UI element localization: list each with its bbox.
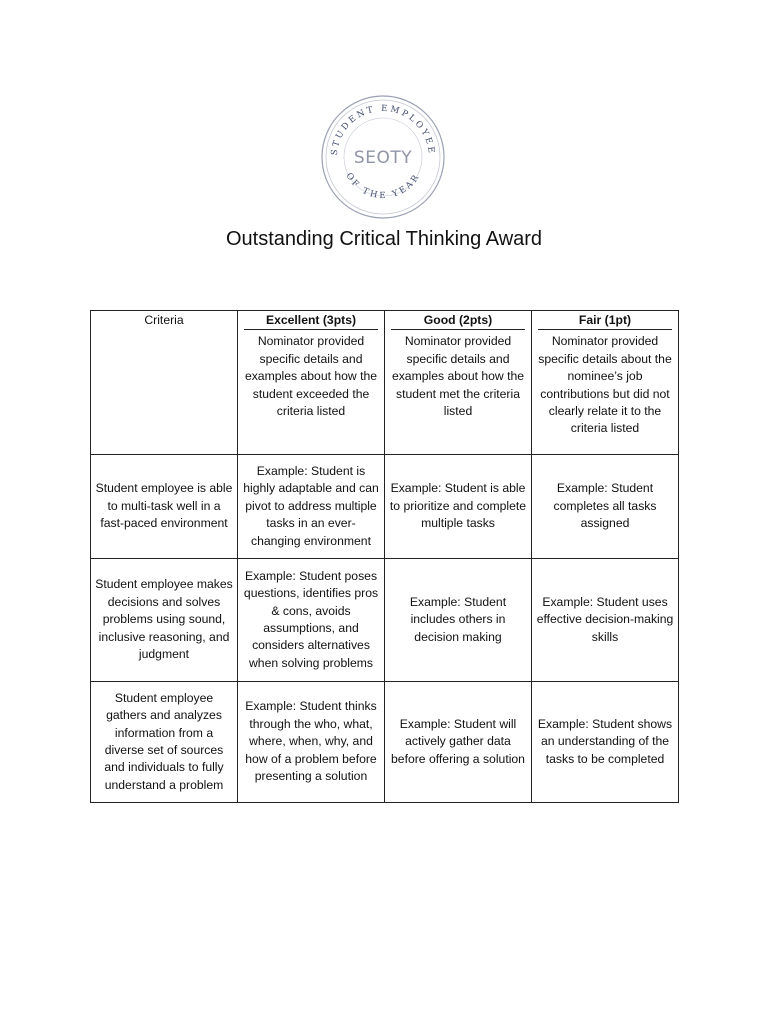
table-row <box>91 455 679 559</box>
excellent-description: Nominator provided specific details and examples about how the student exceeded the criteria listed <box>244 334 378 419</box>
good-cell: Example: Student is able to prioritize and complete multiple tasks <box>385 455 532 559</box>
fair-cell: Example: Student shows an understanding of the tasks to be completed <box>532 682 679 803</box>
criteria-cell: Student employee makes decisions and solves problems using sound, inclusive reasoning, and judgment <box>91 559 238 682</box>
rubric-table <box>90 310 679 803</box>
good-cell: Example: Student will actively gather data before offering a solution <box>385 682 532 803</box>
seal-ring-top-text: STUDENT EMPLOYEE <box>329 103 437 157</box>
fair-cell: Example: Student completes all tasks assigned <box>532 455 679 559</box>
seal-ring-bottom-text: OF THE YEAR <box>343 171 423 202</box>
fair-cell: Example: Student uses effective decision-making skills <box>532 559 679 682</box>
fair-header-cell <box>532 311 679 455</box>
excellent-cell: Example: Student thinks through the who, what, where, when, why, and how of a problem before presenting a solution <box>238 682 385 803</box>
fair-description: Nominator provided specific details about the nominee’s job contributions but did not clearly relate it to the criteria listed <box>538 334 672 436</box>
seoty-logo <box>320 94 446 220</box>
rubric-header-row <box>91 311 679 455</box>
criteria-cell: Student employee gathers and analyzes information from a diverse set of sources and individuals to fully understand a problem <box>91 682 238 803</box>
seal-emblem <box>320 94 446 220</box>
table-row <box>91 682 679 803</box>
criteria-header: Criteria <box>144 313 184 327</box>
fair-header: Fair (1pt) <box>538 312 672 330</box>
criteria-cell: Student employee is able to multi-task well in a fast-paced environment <box>91 455 238 559</box>
criteria-header-cell <box>91 311 238 455</box>
excellent-cell: Example: Student poses questions, identifies pros & cons, avoids assumptions, and considers alternatives when solving problems <box>238 559 385 682</box>
excellent-cell: Example: Student is highly adaptable and can pivot to address multiple tasks in an ever-changing environment <box>238 455 385 559</box>
good-header: Good (2pts) <box>391 312 525 330</box>
good-cell: Example: Student includes others in decision making <box>385 559 532 682</box>
good-header-cell <box>385 311 532 455</box>
excellent-header: Excellent (3pts) <box>244 312 378 330</box>
table-row <box>91 559 679 682</box>
good-description: Nominator provided specific details and examples about how the student met the criteria listed <box>391 334 525 419</box>
page-title: Outstanding Critical Thinking Award <box>225 228 543 250</box>
seal-center-text: SEOTY <box>353 148 413 168</box>
excellent-header-cell <box>238 311 385 455</box>
